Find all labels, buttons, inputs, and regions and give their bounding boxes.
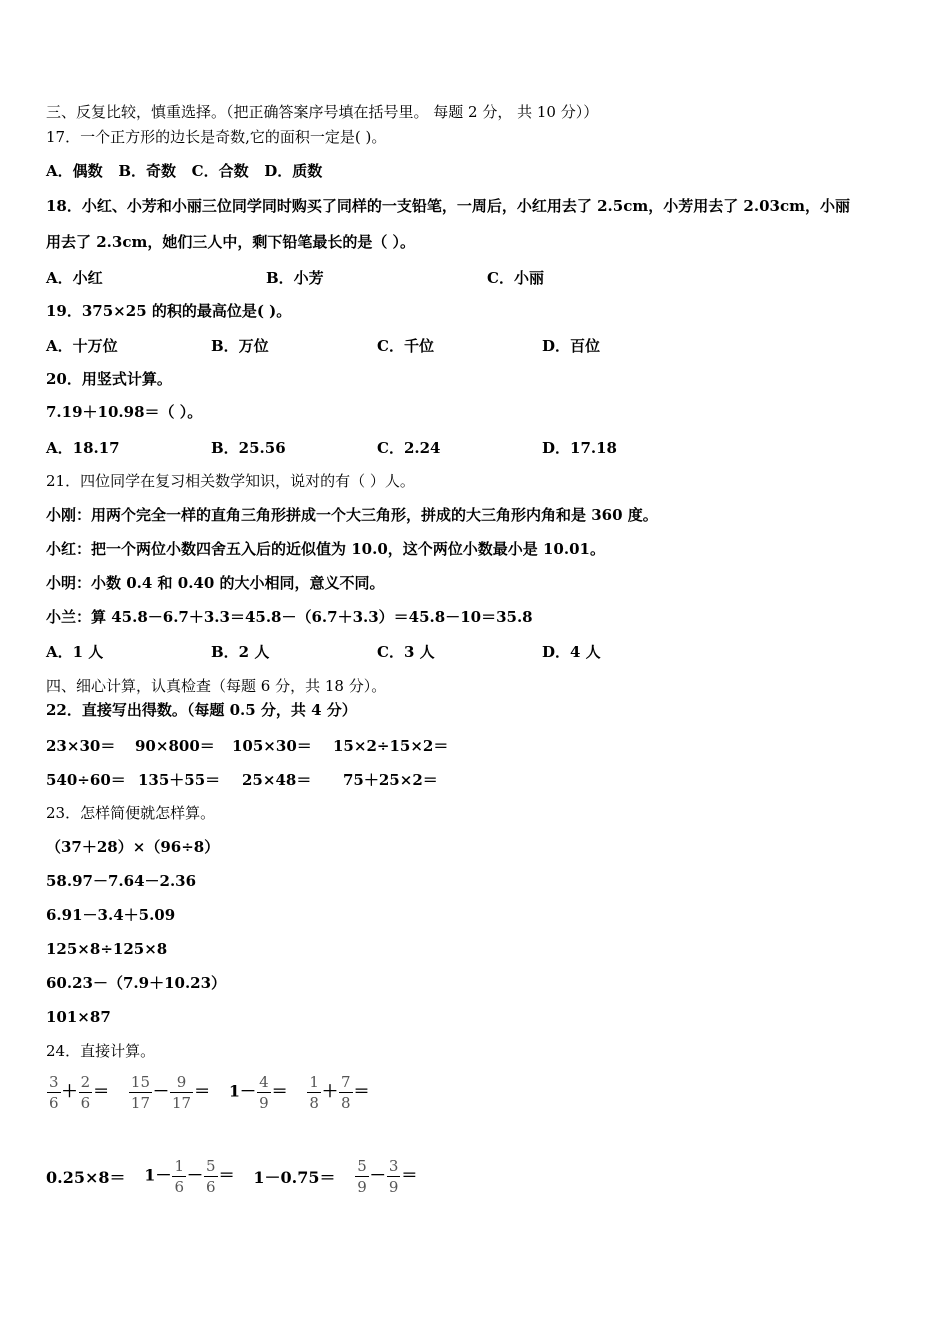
q18-stem-line2: 用去了 2.3cm，她们三人中，剩下铅笔最长的是（ ）。 [46, 233, 416, 251]
q19-option-b[interactable]: B．万位 [211, 337, 269, 355]
q23-item: （37＋28）×（96÷8） [46, 838, 220, 856]
q24-expr-3: 1－ $\frac{4}{9}$ ＝ [228, 1073, 288, 1112]
q23-item: 60.23－（7.9＋10.23） [46, 974, 227, 992]
fraction: $\frac{1}{6}$ [174, 1157, 184, 1196]
q23-stem: 23．怎样简便就怎样算。 [46, 804, 216, 822]
q17-options [46, 161, 322, 181]
q24-expr-6: 1－ $\frac{1}{6}$ － $\frac{5}{6}$ ＝ [144, 1157, 235, 1196]
q18-stem-line1: 18．小红、小芳和小丽三位同学同时购买了同样的一支铅笔，一周后，小红用去了 2.5cm，小芳用去了 2.03cm，小丽 [46, 197, 850, 215]
q19-option-a[interactable]: A．十万位 [46, 337, 118, 355]
q21-statement-xiaogang: 小刚：用两个完全一样的直角三角形拼成一个大三角形，拼成的大三角形内角和是 360 度。 [46, 506, 658, 524]
q17-option-a[interactable]: A．偶数 [46, 162, 103, 180]
q17-option-c[interactable]: C．合数 [191, 162, 249, 180]
q24-row-2 [46, 1156, 431, 1197]
q24-expr-7: 1－0.75＝ [253, 1168, 336, 1187]
q23-item: 101×87 [46, 1008, 111, 1026]
q22-item: 135＋55＝ [138, 771, 221, 789]
fraction: $\frac{4}{9}$ [259, 1073, 269, 1112]
q18-option-b[interactable]: B．小芳 [266, 269, 324, 287]
fraction: $\frac{7}{8}$ [340, 1073, 351, 1112]
q22-item: 105×30＝ [232, 737, 312, 755]
q19-option-c[interactable]: C．千位 [377, 337, 434, 355]
q23-item: 6.91－3.4＋5.09 [46, 906, 176, 924]
q24-expr-8: $\frac{5}{9}$ － $\frac{3}{9}$ ＝ [357, 1157, 418, 1196]
q20-option-c[interactable]: C．2.24 [377, 439, 441, 457]
q20-stem: 20．用竖式计算。 [46, 370, 172, 388]
fraction: $\frac{3}{6}$ [49, 1073, 59, 1112]
fraction: $\frac{9}{17}$ [172, 1073, 192, 1112]
q20-option-d[interactable]: D．17.18 [542, 439, 617, 457]
q22-stem: 22．直接写出得数。（每题 0.5 分，共 4 分） [46, 701, 357, 719]
q24-expr-1: $\frac{3}{6}$ ＋ $\frac{2}{6}$ ＝ [49, 1073, 110, 1112]
section-3-heading: 三、反复比较，慎重选择。（把正确答案序号填在括号里。 每题 2 分， 共 10 分）） [46, 103, 599, 121]
q24-expr-4: $\frac{1}{8}$ ＋ $\frac{7}{8}$ ＝ [309, 1073, 370, 1112]
fraction: $\frac{5}{6}$ [206, 1157, 216, 1196]
q17-option-d[interactable]: D．质数 [264, 162, 323, 180]
q21-option-a[interactable]: A．1 人 [46, 643, 104, 661]
q24-expr-5: 0.25×8＝ [46, 1168, 126, 1187]
q20-option-a[interactable]: A．18.17 [46, 439, 120, 457]
q23-item: 125×8÷125×8 [46, 940, 168, 958]
q21-option-d[interactable]: D．4 人 [542, 643, 601, 661]
q22-item: 15×2÷15×2＝ [333, 737, 449, 755]
q24-expr-2: $\frac{15}{17}$ － $\frac{9}{17}$ ＝ [130, 1073, 211, 1112]
fraction: $\frac{2}{6}$ [80, 1073, 91, 1112]
q21-statement-xiaoming: 小明：小数 0.4 和 0.40 的大小相同，意义不同。 [46, 574, 385, 592]
q17-option-b[interactable]: B．奇数 [118, 162, 176, 180]
fraction: $\frac{15}{17}$ [130, 1073, 150, 1112]
fraction: $\frac{1}{8}$ [309, 1073, 319, 1112]
q22-item: 75＋25×2＝ [343, 771, 438, 789]
q24-stem: 24．直接计算。 [46, 1042, 156, 1060]
section-4-heading: 四、细心计算，认真检查（每题 6 分，共 18 分）。 [46, 677, 387, 695]
q22-item: 23×30＝ [46, 737, 116, 755]
q24-row-1 [46, 1072, 384, 1113]
q18-option-a[interactable]: A．小红 [46, 269, 103, 287]
q20-option-b[interactable]: B．25.56 [211, 439, 286, 457]
q21-option-c[interactable]: C．3 人 [377, 643, 435, 661]
q23-item: 58.97－7.64－2.36 [46, 872, 197, 890]
q22-item: 540÷60＝ [46, 771, 126, 789]
fraction: $\frac{3}{9}$ [388, 1157, 399, 1196]
q19-stem: 19．375×25 的积的最高位是( )。 [46, 302, 292, 320]
q19-option-d[interactable]: D．百位 [542, 337, 601, 355]
q21-statement-xiaohong: 小红：把一个两位小数四舍五入后的近似值为 10.0，这个两位小数最小是 10.01。 [46, 540, 605, 558]
q18-option-c[interactable]: C．小丽 [487, 269, 544, 287]
q21-stem: 21．四位同学在复习相关数学知识，说对的有（ ）人。 [46, 472, 415, 490]
q22-item: 25×48＝ [242, 771, 312, 789]
q17-stem: 17．一个正方形的边长是奇数,它的面积一定是( )。 [46, 128, 387, 146]
q21-option-b[interactable]: B．2 人 [211, 643, 270, 661]
q22-item: 90×800＝ [135, 737, 215, 755]
fraction: $\frac{5}{9}$ [357, 1157, 367, 1196]
q20-expression: 7.19＋10.98＝（ ）。 [46, 403, 203, 421]
q21-statement-xiaolan: 小兰：算 45.8－6.7＋3.3＝45.8－（6.7＋3.3）＝45.8－10＝35.8 [46, 608, 533, 626]
